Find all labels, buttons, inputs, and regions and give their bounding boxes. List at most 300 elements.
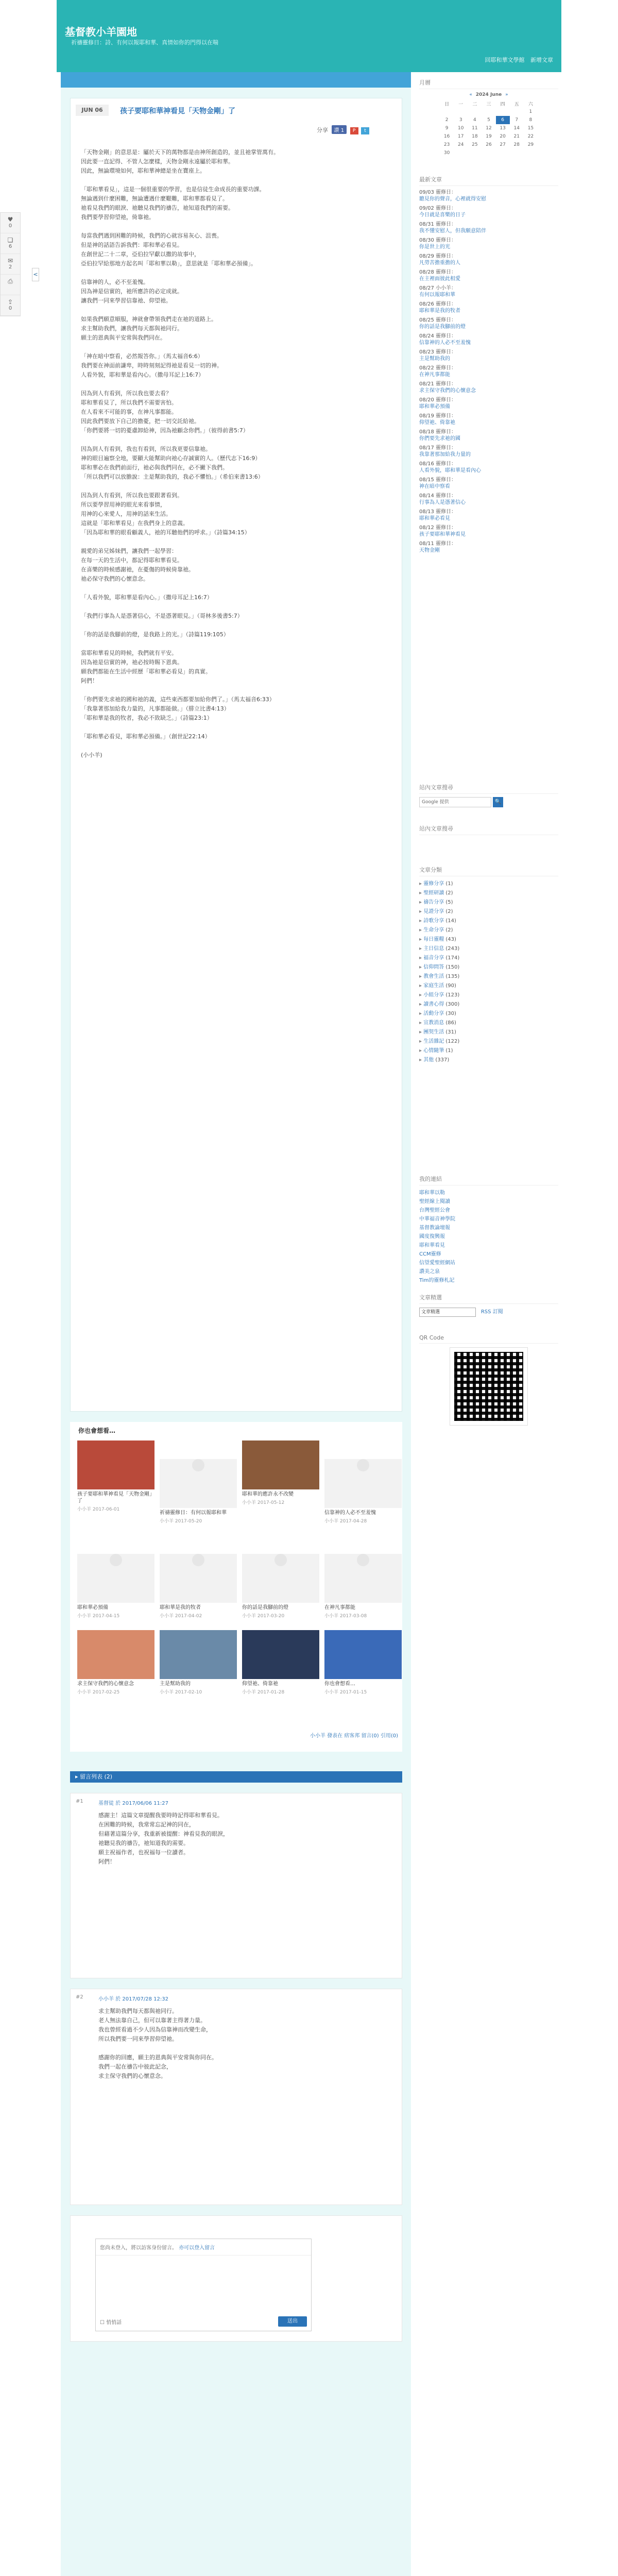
related-post-card[interactable]: [77, 1440, 154, 1512]
related-post-card[interactable]: [324, 1630, 402, 1695]
folder-icon: ▸: [419, 964, 424, 970]
recent-post-title: 求主保守我們的心懷意念: [419, 388, 476, 394]
related-post-meta: 小小羊 2017-05-20: [160, 1519, 202, 1524]
facebook-like-button[interactable]: [332, 125, 347, 134]
related-post-thumbnail: [77, 1630, 154, 1679]
related-post-card[interactable]: [160, 1535, 237, 1619]
calendar-day[interactable]: 30: [443, 150, 450, 156]
rss-link[interactable]: RSS 訂閱: [480, 1309, 503, 1315]
category-count: (150): [445, 964, 460, 970]
avatar: [357, 1459, 369, 1471]
category-name: 其他: [423, 1057, 434, 1063]
category-name: 生命分享: [423, 927, 444, 933]
category-name: 小組分享: [423, 992, 444, 998]
folder-icon: ▸: [419, 1020, 424, 1026]
related-post-meta: 小小羊 2017-02-10: [160, 1690, 202, 1695]
submit-comment-button[interactable]: 送出: [278, 2316, 307, 2327]
recent-post-title: 凡勞苦擔重擔的人: [419, 260, 460, 266]
category-name: 宣教消息: [423, 1020, 444, 1026]
calendar-day[interactable]: 24: [457, 142, 464, 147]
recent-post-date: 08/17 靈修日：: [419, 445, 456, 451]
subscribe-widget: [419, 1293, 558, 1317]
category-count: (300): [445, 1002, 460, 1007]
folder-icon: ▸: [419, 946, 424, 952]
calendar-day: [482, 149, 495, 157]
folder-icon: ▸: [419, 1011, 424, 1016]
category-item[interactable]: [419, 963, 558, 972]
post-paragraph: 「人看外貌，耶和華是看內心。」（撒母耳記上16:7）: [81, 594, 213, 601]
category-item[interactable]: [419, 981, 558, 991]
category-count: (135): [445, 974, 460, 979]
recent-post-title: 耶和華必看見: [419, 516, 450, 521]
calendar-day[interactable]: 29: [527, 142, 534, 147]
recent-post-link[interactable]: [419, 269, 558, 282]
comments-header[interactable]: ▸ 留言列表 (2): [70, 1771, 402, 1783]
collapse-arrow-button[interactable]: <: [32, 268, 39, 281]
related-post-card[interactable]: [242, 1630, 319, 1695]
calendar-day[interactable]: 23: [443, 142, 450, 147]
calendar: [440, 92, 538, 157]
calendar-day[interactable]: 21: [513, 134, 520, 139]
category-item[interactable]: [419, 991, 558, 1000]
comment-number: #1: [76, 1799, 83, 1804]
recent-post-date: 08/11 靈修日：: [419, 541, 456, 547]
recent-post-title: 有何以報耶和華: [419, 292, 455, 298]
header-link-home[interactable]: 回耶和華文學館: [485, 57, 525, 63]
category-count: (30): [445, 1011, 456, 1016]
search-icon[interactable]: 🔍: [493, 797, 503, 807]
calendar-day[interactable]: 6: [496, 116, 510, 124]
folder-icon: ▸: [419, 900, 424, 905]
calendar-day[interactable]: 10: [457, 126, 464, 131]
category-list: [419, 879, 558, 1065]
recent-post-link[interactable]: [419, 445, 558, 458]
category-count: (1): [445, 1048, 453, 1054]
recent-post-link[interactable]: [419, 493, 558, 506]
recent-post-title: 耶和華是我的牧者: [419, 308, 460, 314]
recent-post-date: 08/12 靈修日：: [419, 525, 456, 531]
site-search-widget: [419, 824, 558, 838]
category-name: 生活雜記: [423, 1039, 444, 1044]
recent-post-date: 08/26 靈修日：: [419, 301, 456, 307]
calendar-day[interactable]: 27: [500, 142, 506, 147]
calendar-weekday: 六: [528, 101, 533, 107]
calendar-weekday: 一: [458, 101, 464, 107]
comment-form-notice: 您尚未登入，將以訪客身份留言。: [100, 2245, 177, 2251]
folder-icon: ▸: [419, 955, 424, 961]
external-link[interactable]: 耶和華以勒: [419, 1190, 445, 1196]
recent-post-link[interactable]: [419, 461, 558, 474]
calendar-day: [510, 108, 524, 116]
recent-post-link[interactable]: [419, 205, 558, 218]
calendar-day: [468, 149, 482, 157]
category-name: 團契生活: [423, 1029, 444, 1035]
related-post-title: 仰望祂、倚靠祂: [242, 1681, 278, 1687]
recent-post-link[interactable]: [419, 381, 558, 394]
recent-post-link[interactable]: [419, 365, 558, 378]
folder-icon: ▸: [419, 1048, 424, 1054]
comment-form-header: [96, 2239, 311, 2256]
post-paragraph: 親愛的弟兄姊妹們，讓我們一起學習： 在每一天的生活中，都記得耶和華看見。 在喜樂的時候感謝祂，在憂傷的時候倚靠祂。 祂必保守我們的心懷意念。: [81, 548, 194, 582]
comment-form: [70, 2215, 402, 2342]
calendar-day[interactable]: 4: [473, 117, 476, 123]
folder-icon: ▸: [419, 1029, 424, 1035]
category-name: 教會生活: [423, 974, 444, 979]
calendar-day[interactable]: 20: [500, 134, 506, 139]
related-post-meta: 小小羊 2017-02-25: [77, 1690, 120, 1695]
calendar-day[interactable]: 16: [443, 134, 450, 139]
related-post-card[interactable]: [77, 1630, 154, 1695]
related-post-card[interactable]: [324, 1440, 402, 1524]
qr-heading: QR Code: [419, 1334, 558, 1344]
category-count: (31): [445, 1029, 456, 1035]
calendar-weekday: 四: [500, 101, 505, 107]
featured-select[interactable]: 文章精選: [419, 1308, 476, 1317]
recent-post-title: 信靠神的人必不至羞愧: [419, 340, 471, 346]
calendar-day[interactable]: 28: [513, 142, 520, 147]
category-count: (122): [445, 1039, 460, 1044]
recent-post-title: 主是幫助我的: [419, 356, 450, 362]
calendar-day[interactable]: 1: [529, 109, 533, 114]
category-widget: [419, 866, 558, 1065]
external-link[interactable]: CCM靈修: [419, 1251, 441, 1257]
post-paragraph: 如果我們願意順服，神就會帶領我們走在祂的道路上。 求主幫助我們，讓我們每天都與祂同行。 願主的恩典與平安常與我們同在。: [81, 316, 217, 341]
category-item[interactable]: [419, 972, 558, 981]
external-link[interactable]: 台灣聖經公會: [419, 1208, 450, 1213]
related-post-meta: 小小羊 2017-05-12: [242, 1500, 285, 1505]
related-post-thumbnail: [77, 1440, 154, 1489]
category-name: 禱告分享: [423, 900, 444, 905]
recent-post-date: 08/16 靈修日：: [419, 461, 456, 467]
category-item[interactable]: [419, 935, 558, 944]
related-post-title: 孩子要耶和華神看見「天物金剛」了: [77, 1492, 154, 1504]
category-item[interactable]: [419, 879, 558, 889]
recent-post-title: 今日就是喜樂的日子: [419, 212, 466, 218]
related-post-title: 主是幫助我的: [160, 1681, 191, 1687]
post-footer-meta[interactable]: 小小羊 發表在 痞客邦 留言(0) 引用(0): [310, 1733, 398, 1739]
recent-post-link[interactable]: [419, 301, 558, 314]
post-paragraph: 當耶和華看見的時候，我們就有平安。 因為祂是信實的神，祂必按時賜下恩典。 願我們都能在生活中經歷「耶和華必看見」的真實。 阿們！: [81, 650, 211, 684]
comment-editor[interactable]: [95, 2239, 312, 2331]
related-post-card[interactable]: [242, 1535, 319, 1619]
calendar-prev-button[interactable]: «: [469, 92, 472, 97]
category-count: (2): [445, 890, 453, 896]
recent-post-date: 08/15 靈修日：: [419, 477, 456, 483]
recent-post-link[interactable]: [419, 317, 558, 330]
related-post-thumbnail: [242, 1440, 319, 1489]
recent-post-date: 08/29 靈修日：: [419, 253, 456, 259]
recent-post-date: 09/02 靈修日：: [419, 206, 456, 211]
post-paragraph: 因為到人有看到，我也有看到，所以我更要信靠祂。 神的眼目遍察全地，要顯大能幫助向祂心存誠實的人。（歷代志下16:9） 耶和華必在我們前面行，祂必與我們同在，必不撇下我們。 「所以我們可以放膽說：主是幫助我的，我必不懼怕。」（希伯來書13:6）: [81, 446, 264, 480]
external-link[interactable]: 基督教論壇報: [419, 1225, 450, 1231]
related-post-title: 你的話是我腳前的燈: [242, 1605, 288, 1611]
external-link[interactable]: 國度復興報: [419, 1234, 445, 1240]
related-post-card[interactable]: [242, 1440, 319, 1505]
header-links: [481, 56, 554, 64]
recent-post-link[interactable]: [419, 397, 558, 410]
search-widget: [419, 783, 558, 807]
related-post-meta: 小小羊 2017-03-20: [242, 1614, 285, 1619]
recent-post-date: 08/19 靈修日：: [419, 413, 456, 419]
recent-post-title: 聽見你的聲音，心裡就得安慰: [419, 196, 486, 202]
search-input[interactable]: Google 提供: [419, 797, 491, 807]
calendar-weekday: 五: [514, 101, 519, 107]
comment-number: #2: [76, 1994, 83, 2000]
related-post-thumbnail: [77, 1554, 154, 1603]
category-count: (1): [445, 881, 453, 887]
related-post-card[interactable]: [77, 1535, 154, 1619]
related-post-meta: 小小羊 2017-04-15: [77, 1614, 120, 1619]
heart-icon: ♥: [7, 216, 13, 223]
category-item[interactable]: [419, 954, 558, 963]
external-link[interactable]: 信望愛聖經網站: [419, 1260, 455, 1266]
category-item[interactable]: [419, 1009, 558, 1019]
category-item[interactable]: [419, 926, 558, 935]
recent-post-date: 08/22 靈修日：: [419, 365, 456, 371]
category-count: (5): [445, 900, 453, 905]
related-post-thumbnail: [242, 1630, 319, 1679]
category-item[interactable]: [419, 1028, 558, 1037]
calendar-day[interactable]: 18: [472, 134, 478, 139]
qr-widget: [419, 1334, 558, 1425]
site-header: [57, 0, 561, 72]
recent-post-link[interactable]: [419, 333, 558, 346]
print-button[interactable]: [1, 275, 20, 295]
recent-post-date: 08/24 靈修日：: [419, 333, 456, 339]
calendar-day[interactable]: 3: [459, 117, 462, 123]
recent-post-title: 在神凡事都能: [419, 372, 450, 378]
category-item[interactable]: [419, 1056, 558, 1065]
calendar-next-button[interactable]: »: [505, 92, 508, 97]
calendar-day: [482, 108, 495, 116]
related-post-title: 祈禱靈修日：有何以報耶和華: [160, 1510, 227, 1516]
calendar-day[interactable]: 8: [529, 117, 533, 123]
login-link[interactable]: 亦可以登入留言: [179, 2245, 215, 2251]
private-comment-checkbox[interactable]: ☐ 悄悄話: [100, 2320, 122, 2326]
category-count: (86): [445, 1020, 456, 1026]
calendar-weekday: 日: [444, 101, 450, 107]
recent-post-link[interactable]: [419, 524, 558, 538]
related-post-card[interactable]: [324, 1535, 402, 1619]
calendar-day[interactable]: 13: [500, 126, 506, 131]
category-count: (243): [445, 946, 460, 952]
comment-icon: ✉: [7, 257, 13, 264]
calendar-day[interactable]: 26: [486, 142, 492, 147]
recent-post-date: 08/30 靈修日：: [419, 238, 456, 243]
recent-post-link[interactable]: [419, 413, 558, 426]
category-item[interactable]: [419, 898, 558, 907]
recent-post-date: 08/18 靈修日：: [419, 429, 456, 435]
facebook-like-count: 1: [340, 128, 345, 133]
recent-post-link[interactable]: [419, 349, 558, 362]
search-heading: 站內文章搜尋: [419, 783, 558, 794]
calendar-day[interactable]: 14: [513, 126, 520, 131]
category-item[interactable]: [419, 889, 558, 898]
recent-post-title: 我不懂安慰人，但我願意陪伴: [419, 228, 486, 234]
post-paragraph: 「你們要先求祂的國和祂的義，這些東西都要加給你們了。」（馬太福音6:33） 「我靠著那加給我力量的，凡事都能做。」（腓立比書4:13） 「耶和華是我的牧者，我必不致缺乏。」（詩篇23:1）: [81, 696, 275, 721]
category-name: 家庭生活: [423, 983, 444, 989]
recent-post-title: 我靠著那加給我力量的: [419, 452, 471, 457]
external-link[interactable]: Tim的靈修札記: [419, 1278, 455, 1283]
recent-post-date: 08/21 靈修日：: [419, 381, 456, 387]
post-body: [81, 148, 390, 769]
category-name: 讀書心得: [423, 1002, 444, 1007]
external-link[interactable]: 讚美之泉: [419, 1269, 440, 1275]
related-post-title: 在神凡事都能: [324, 1605, 355, 1611]
folder-icon: ▸: [419, 918, 424, 924]
links-widget: [419, 1175, 558, 1285]
recent-post-link[interactable]: [419, 509, 558, 522]
external-link[interactable]: 聖經線上閱讀: [419, 1199, 450, 1205]
bookmark-button[interactable]: [1, 233, 20, 254]
calendar-day[interactable]: 22: [527, 134, 534, 139]
calendar-widget: [419, 78, 558, 157]
folder-icon: ▸: [419, 937, 424, 942]
calendar-day[interactable]: 17: [457, 134, 464, 139]
calendar-day: [496, 108, 510, 116]
recent-post-date: 08/23 靈修日：: [419, 349, 456, 355]
share-label: 分享: [317, 127, 328, 133]
calendar-day: [510, 149, 524, 157]
category-item[interactable]: [419, 1000, 558, 1009]
calendar-day[interactable]: 5: [487, 117, 490, 123]
category-name: 聖經研讀: [423, 890, 444, 896]
folder-icon: ▸: [419, 890, 424, 896]
like-button[interactable]: [1, 213, 20, 233]
external-link[interactable]: 耶和華看見: [419, 1243, 445, 1248]
post-date-badge: JUN 06: [76, 105, 109, 116]
recent-posts-widget: [419, 175, 558, 556]
recent-post-link[interactable]: [419, 189, 558, 202]
related-posts-title: 你也會想看…: [78, 1427, 116, 1434]
calendar-month-nav: [440, 92, 538, 97]
folder-icon: ▸: [419, 983, 424, 989]
calendar-day: [524, 149, 538, 157]
recent-post-link[interactable]: [419, 221, 558, 234]
recent-posts-list: [419, 189, 558, 554]
category-count: (123): [445, 992, 460, 998]
category-item[interactable]: [419, 944, 558, 954]
facebook-like-label: 讚: [334, 128, 339, 133]
category-name: 詩歌分享: [423, 918, 444, 924]
category-count: (2): [445, 927, 453, 933]
external-link[interactable]: 中華福音神學院: [419, 1216, 455, 1222]
post-paragraph: 「耶和華看見」，這是一個很重要的學習，也是信徒生命成長的重要功課。 無論遇到什麼困難，無論遭遇什麼艱難，耶和華都看見了。 祂看見我們的眼淚、祂聽見我們的禱告，祂知道我們的需要。 我們要學習仰望祂，倚靠祂。: [81, 186, 265, 221]
twitter-icon[interactable]: t: [361, 127, 369, 134]
comment-author[interactable]: 小小羊 於 2017/07/28 12:32: [98, 1996, 168, 2002]
calendar-day[interactable]: 15: [527, 126, 534, 131]
calendar-day[interactable]: 25: [472, 142, 478, 147]
post-paragraph: 「耶和華必看見，耶和華必預備。」（創世記22:14）: [81, 733, 211, 740]
category-name: 見證分享: [423, 909, 444, 914]
avatar: [357, 1554, 369, 1566]
folder-icon: ▸: [419, 881, 424, 887]
recent-post-link[interactable]: [419, 540, 558, 554]
post-title[interactable]: 孩子要耶和華神看見「天物金剛」了: [120, 107, 235, 115]
comment-author[interactable]: 基督徒 於 2017/06/06 11:27: [98, 1801, 168, 1806]
recent-post-link[interactable]: [419, 237, 558, 250]
recent-post-date: 08/14 靈修日：: [419, 493, 456, 499]
category-item[interactable]: [419, 1037, 558, 1046]
avatar: [192, 1554, 204, 1566]
calendar-day[interactable]: 19: [486, 134, 492, 139]
comment-text: 感謝主！這篇文章提醒我要時時記得耶和華看見。 在困難的時候，我常常忘記神的同在， 但藉著這篇分享，我重新被提醒：神看見我的眼淚， 祂聽見我的禱告，祂知道我的需要。 願主祝福作者，也祝福每一位讀者。 阿們！: [98, 1812, 229, 1865]
related-post-title: 耶和華是我的牧者: [160, 1605, 201, 1611]
category-heading: 文章分類: [419, 866, 558, 876]
calendar-month-label: 2024 June: [475, 92, 502, 97]
plurk-icon[interactable]: P: [350, 127, 358, 134]
site-title[interactable]: 基督教小羊園地: [65, 26, 137, 38]
comment-item: [70, 1989, 402, 2205]
comment-item: [70, 1793, 402, 1978]
calendar-day: [496, 149, 510, 157]
recent-post-title: 天物金剛: [419, 548, 440, 553]
comment-button[interactable]: [1, 254, 20, 275]
recent-post-title: 你是世上的光: [419, 244, 450, 250]
recent-post-title: 人看外貌，耶和華是看內心: [419, 468, 481, 473]
post-signature: (小小羊): [81, 752, 102, 758]
post-paragraph: 每當我們遇到困難的時候，我們的心就容易灰心、沮喪。 但是神的話語告訴我們：耶和華必看見。 在創世記二十二章，亞伯拉罕獻以撒的故事中， 亞伯拉罕給那地方起名叫「耶和華以勒」，意思就是「耶和華必預備」。: [81, 232, 256, 267]
calendar-day[interactable]: 11: [472, 126, 478, 131]
like-count: 0: [8, 223, 12, 229]
calendar-day[interactable]: 2: [445, 117, 449, 123]
category-count: (337): [435, 1057, 450, 1063]
share-button[interactable]: [1, 295, 20, 316]
category-name: 信仰問答: [423, 964, 444, 970]
category-item[interactable]: [419, 907, 558, 917]
related-post-thumbnail: [160, 1630, 237, 1679]
recent-post-title: 耶和華必預備: [419, 404, 450, 410]
calendar-day[interactable]: 9: [445, 126, 449, 131]
avatar: [274, 1554, 287, 1566]
recent-post-title: 仰望祂、倚靠祂: [419, 420, 455, 426]
related-post-thumbnail: [324, 1554, 402, 1603]
calendar-day[interactable]: 7: [515, 117, 519, 123]
avatar: [110, 1554, 122, 1566]
calendar-grid: [440, 99, 538, 157]
category-item[interactable]: [419, 917, 558, 926]
category-item[interactable]: [419, 1046, 558, 1056]
recent-post-link[interactable]: [419, 253, 558, 266]
comment-text: 求主幫助我們每天都與祂同行。 老人無法靠自己，但可以靠著主得著力量。 我也曾經看過不少人因為信靠神而改變生命， 所以我們要一同來學習仰望祂。 感謝你的回應，願主的恩典與平安常與你同在。 我們一起在禱告中彼此記念， 求主保守我們的心懷意念。: [98, 2008, 217, 2079]
recent-post-link[interactable]: [419, 285, 558, 298]
related-post-thumbnail: [324, 1630, 402, 1679]
category-count: (90): [445, 983, 456, 989]
recent-post-link[interactable]: [419, 477, 558, 490]
recent-post-date: 09/03 靈修日：: [419, 190, 456, 195]
category-item[interactable]: [419, 1019, 558, 1028]
calendar-day: [468, 108, 482, 116]
post-paragraph: 信靠神的人，必不至羞愧。 因為神是信實的，祂所應許的必定成就。 讓我們一同來學習信靠祂、仰望祂。: [81, 279, 183, 304]
header-link-new-post[interactable]: 新增文章: [530, 57, 553, 63]
related-post-card[interactable]: [160, 1630, 237, 1695]
calendar-weekday: 三: [486, 101, 491, 107]
category-count: (43): [445, 937, 456, 942]
calendar-day[interactable]: 12: [486, 126, 492, 131]
category-name: 靈修分享: [423, 881, 444, 887]
site-subtitle: 祈禱靈修日：詩、有何以報耶和華、真情如你的門得以在喘: [71, 39, 218, 46]
recent-post-link[interactable]: [419, 429, 558, 442]
related-post-meta: 小小羊 2017-06-01: [77, 1507, 120, 1512]
related-post-title: 耶和華的應許永不改變: [242, 1492, 294, 1497]
post-paragraph: 「神在暗中察看，必然報答你。」（馬太福音6:6） 我們要在神面前謙卑，時時刻刻記得祂是看見一切的神。 人看外貌，耶和華是看內心。（撒母耳記上16:7）: [81, 353, 222, 378]
folder-icon: ▸: [419, 909, 424, 914]
related-post-card[interactable]: [160, 1440, 237, 1524]
recent-post-title: 行事為人是憑著信心: [419, 500, 466, 505]
related-post-thumbnail: [160, 1459, 237, 1508]
share-icon: ⇪: [7, 298, 13, 306]
recent-post-date: 08/13 靈修日：: [419, 509, 456, 515]
